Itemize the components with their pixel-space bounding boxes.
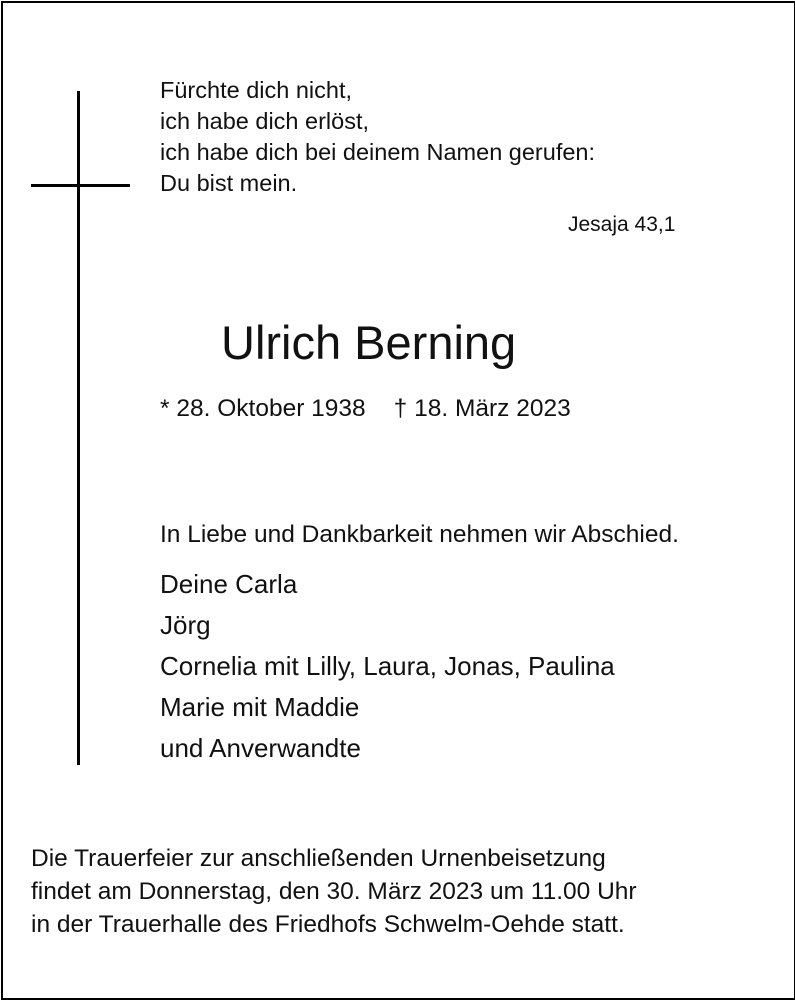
verse-line: Du bist mein.: [160, 170, 298, 196]
cross-icon-crossbar: [31, 184, 130, 187]
mourner-entry: und Anverwandte: [160, 733, 361, 763]
service-line: findet am Donnerstag, den 30. März 2023 um 11.00 Uhr: [31, 878, 637, 905]
obituary-frame: [1, 1, 795, 1000]
funeral-service-info: [31, 842, 637, 941]
cross-icon: [77, 91, 80, 765]
service-line: in der Trauerhalle des Friedhofs Schwelm-Oehde statt.: [31, 911, 625, 938]
verse-line: ich habe dich bei deinem Namen gerufen:: [160, 139, 596, 165]
verse-line: ich habe dich erlöst,: [160, 108, 370, 134]
life-dates: [160, 394, 571, 424]
death-date: † 18. März 2023: [393, 395, 571, 422]
mourner-entry: Marie mit Maddie: [160, 692, 360, 722]
verse-reference: Jesaja 43,1: [568, 213, 676, 236]
service-line: Die Trauerfeier zur anschließenden Urnenbeisetzung: [31, 845, 606, 872]
birth-date: * 28. Oktober 1938: [160, 395, 366, 422]
farewell-text: In Liebe und Dankbarkeit nehmen wir Abschied.: [160, 521, 679, 548]
bible-verse: [160, 75, 595, 199]
verse-line: Fürchte dich nicht,: [160, 77, 353, 103]
mourner-entry: Deine Carla: [160, 569, 298, 599]
mourners-list: [160, 564, 615, 769]
deceased-name: Ulrich Berning: [221, 316, 517, 369]
mourner-entry: Cornelia mit Lilly, Laura, Jonas, Paulina: [160, 651, 615, 681]
mourner-entry: Jörg: [160, 610, 211, 640]
